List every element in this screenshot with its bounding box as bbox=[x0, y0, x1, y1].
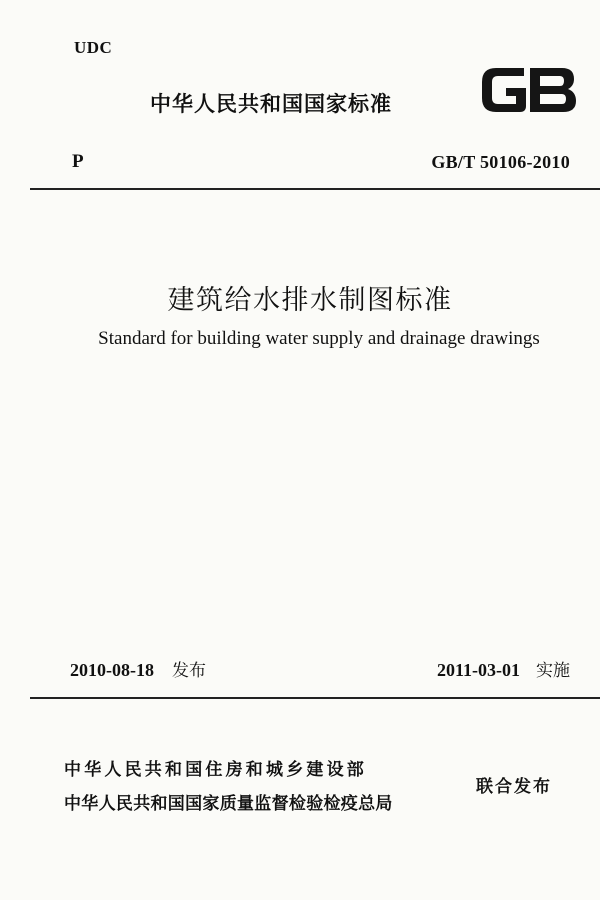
implement-date-line bbox=[437, 656, 570, 681]
gb-logo-icon bbox=[476, 58, 580, 122]
title-english: Standard for building water supply and drainage drawings bbox=[98, 328, 540, 349]
implement-label: 实施 bbox=[536, 661, 570, 681]
issue-date-line bbox=[70, 656, 206, 681]
top-divider bbox=[30, 188, 600, 190]
title-chinese: 建筑给水排水制图标准 bbox=[167, 285, 453, 316]
implement-date: 2011-03-01 bbox=[437, 660, 520, 680]
joint-issue-label: 联合发布 bbox=[476, 777, 552, 797]
issuer-ministry-housing: 中华人民共和国住房和城乡建设部 bbox=[64, 760, 367, 780]
issue-label: 发布 bbox=[172, 661, 206, 681]
category-code: P bbox=[72, 151, 84, 172]
bottom-divider bbox=[30, 697, 600, 699]
national-standard-heading: 中华人民共和国国家标准 bbox=[150, 92, 392, 116]
udc-label: UDC bbox=[74, 38, 113, 57]
issue-date: 2010-08-18 bbox=[70, 660, 154, 680]
standard-number: GB/T 50106-2010 bbox=[431, 152, 570, 172]
issuer-aqsiq: 中华人民共和国国家质量监督检验检疫总局 bbox=[64, 794, 393, 814]
